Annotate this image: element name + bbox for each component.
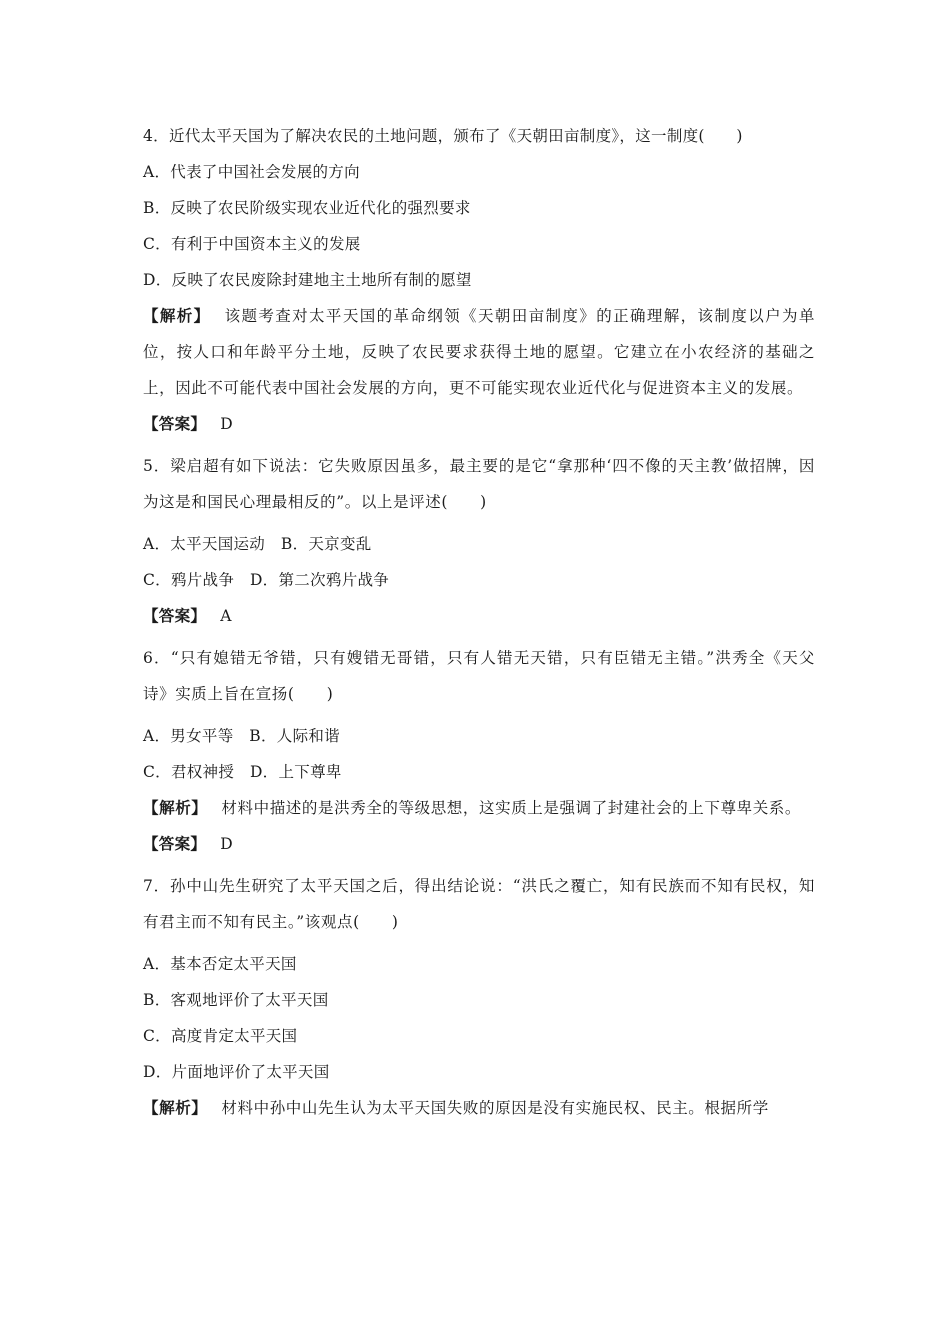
option-a: A．基本否定太平天国 xyxy=(143,955,297,973)
analysis-label: 【解析】 xyxy=(143,1098,208,1117)
answer xyxy=(143,832,815,856)
question-stem: 7．孙中山先生研究了太平天国之后，得出结论说：“洪氏之覆亡，知有民族而不知有民权，知有君主而不知有民主。”该观点( ) xyxy=(143,877,815,931)
analysis xyxy=(143,298,815,406)
question-5 xyxy=(143,448,815,628)
question-6 xyxy=(143,640,815,856)
document-page xyxy=(143,124,815,1126)
question-stem: 5．梁启超有如下说法：它失败原因虽多，最主要的是它“拿那种‘四不像的天主教’做招牌，因为这是和国民心理最相反的”。以上是评述( ) xyxy=(143,457,815,511)
analysis-label: 【解析】 xyxy=(143,306,211,325)
answer-value: A xyxy=(220,607,232,625)
option-b: B．客观地评价了太平天国 xyxy=(143,991,329,1009)
analysis-text: 材料中描述的是洪秀全的等级思想，这实质上是强调了封建社会的上下尊卑关系。 xyxy=(221,799,802,817)
answer-label: 【答案】 xyxy=(143,414,207,433)
option-d: D．反映了农民废除封建地主土地所有制的愿望 xyxy=(143,271,472,289)
option-d: D．片面地评价了太平天国 xyxy=(143,1063,330,1081)
analysis-label: 【解析】 xyxy=(143,798,208,817)
option-c: C．高度肯定太平天国 xyxy=(143,1027,298,1045)
answer xyxy=(143,412,815,436)
option-c: C．有利于中国资本主义的发展 xyxy=(143,235,361,253)
question-stem: 6．“只有媳错无爷错，只有嫂错无哥错，只有人错无天错，只有臣错无主错。”洪秀全《天父诗》实质上旨在宣扬( ) xyxy=(143,649,815,703)
option-cd: C．鸦片战争 D．第二次鸦片战争 xyxy=(143,571,390,589)
question-stem: 4．近代太平天国为了解决农民的土地问题，颁布了《天朝田亩制度》，这一制度( ) xyxy=(143,127,743,145)
question-7 xyxy=(143,868,815,1126)
question-4 xyxy=(143,124,815,436)
option-a: A．代表了中国社会发展的方向 xyxy=(143,163,360,181)
answer-value: D xyxy=(220,415,233,433)
analysis-text: 该题考查对太平天国的革命纲领《天朝田亩制度》的正确理解，该制度以户为单位，按人口和年龄平分土地，反映了农民要求获得土地的愿望。它建立在小农经济的基础之上，因此不可能代表中国社会发展的方向，更不可能实现农业近代化与促进资本主义的发展。 xyxy=(143,307,815,397)
answer-label: 【答案】 xyxy=(143,834,207,853)
analysis-text: 材料中孙中山先生认为太平天国失败的原因是没有实施民权、民主。根据所学 xyxy=(221,1099,769,1117)
answer-value: D xyxy=(220,835,233,853)
option-cd: C．君权神授 D．上下尊卑 xyxy=(143,763,342,781)
option-b: B．反映了农民阶级实现农业近代化的强烈要求 xyxy=(143,199,471,217)
answer-label: 【答案】 xyxy=(143,606,207,625)
option-ab: A．太平天国运动 B．天京变乱 xyxy=(143,535,372,553)
analysis xyxy=(143,790,815,826)
analysis xyxy=(143,1090,815,1126)
option-ab: A．男女平等 B．人际和谐 xyxy=(143,727,340,745)
answer xyxy=(143,604,815,628)
